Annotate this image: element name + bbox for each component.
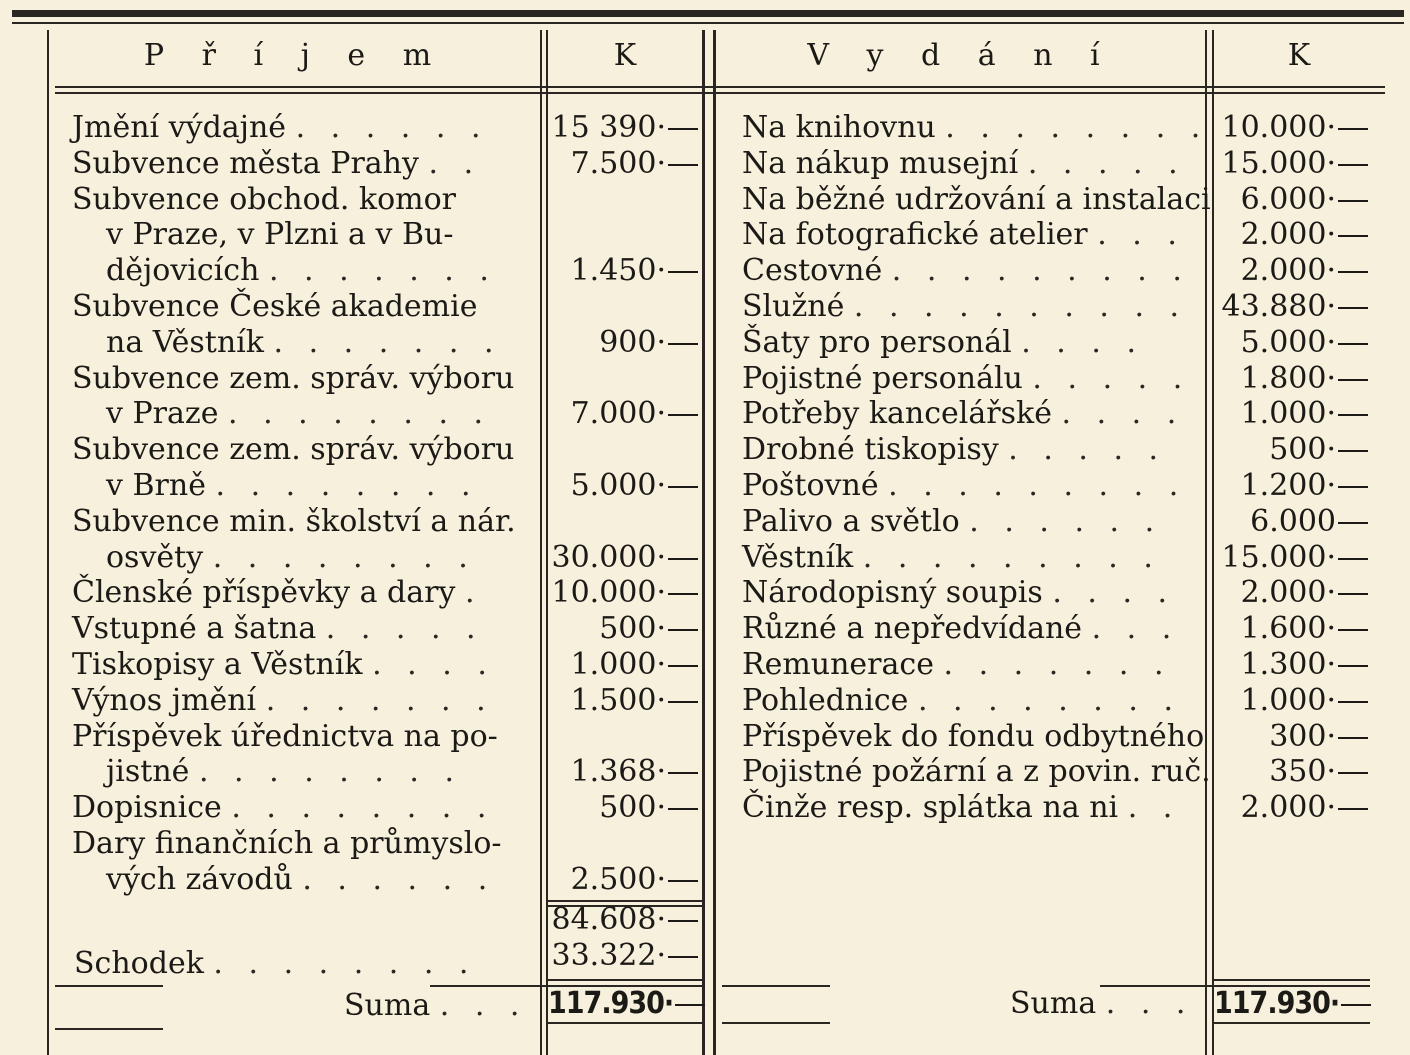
left-total-rule xyxy=(55,985,163,987)
income-row xyxy=(72,754,700,790)
expense-row xyxy=(742,361,1382,397)
income-amount: 500· xyxy=(548,790,698,826)
expense-row xyxy=(742,110,1382,146)
left-sum-top-rule xyxy=(548,979,702,981)
income-row xyxy=(72,647,700,683)
income-label: Tiskopisy a Věstník . . . . xyxy=(72,646,495,682)
income-list xyxy=(72,110,700,898)
income-row xyxy=(72,862,700,898)
expense-amount: 15.000· xyxy=(1218,146,1368,182)
income-row xyxy=(72,182,700,218)
left-bottom-rule xyxy=(55,1028,163,1030)
left-border xyxy=(47,30,49,1055)
expense-row xyxy=(742,575,1382,611)
income-label: osvěty . . . . . . . . xyxy=(106,539,476,575)
income-amount: 1.000· xyxy=(548,647,698,683)
expense-row xyxy=(742,146,1382,182)
income-row xyxy=(72,396,700,432)
income-label: jistné . . . . . . . . xyxy=(106,754,463,790)
expense-row xyxy=(742,396,1382,432)
income-label: v Brně . . . . . . . . xyxy=(106,467,479,503)
expense-label: Na běžné udržování a instalaci xyxy=(742,181,1211,217)
expense-row xyxy=(742,253,1382,289)
expense-label: Věstník . . . . . . . . . xyxy=(742,539,1161,575)
top-thin-rule xyxy=(12,22,1404,24)
expense-amount: 6.000· xyxy=(1218,182,1368,218)
income-row xyxy=(72,504,700,540)
expense-label: Potřeby kancelářské . . . . xyxy=(742,396,1185,432)
income-label: Vstupné a šatna . . . . . xyxy=(72,611,484,647)
income-label: Subvence města Prahy . . xyxy=(72,145,482,181)
income-row xyxy=(72,110,700,146)
income-label: Členské příspěvky a dary . xyxy=(72,575,483,611)
income-row xyxy=(72,217,700,253)
expense-label: Cestovné . . . . . . . . . xyxy=(742,253,1190,289)
expense-label: Palivo a světlo . . . . . . xyxy=(742,503,1163,539)
income-label: Subvence České akademie xyxy=(72,288,478,324)
expense-row xyxy=(742,683,1382,719)
expense-label: Na nákup musejní . . . . . xyxy=(742,145,1186,181)
expense-amount: 500· xyxy=(1218,432,1368,468)
left-sum-bottom-rule xyxy=(548,1022,702,1024)
expense-label: Drobné tiskopisy . . . . . xyxy=(742,432,1167,468)
income-row xyxy=(72,253,700,289)
right-sum-top-rule xyxy=(1214,979,1370,981)
expense-row xyxy=(742,647,1382,683)
right-bottom-rule xyxy=(722,1022,830,1024)
income-currency-header: K xyxy=(613,38,637,73)
expense-label: Pojistné personálu . . . . . xyxy=(742,360,1191,396)
income-row xyxy=(72,361,700,397)
income-label: Jmění výdajné . . . . . . xyxy=(72,110,489,145)
expense-amount: 1.000· xyxy=(1218,683,1368,719)
expense-row xyxy=(742,325,1382,361)
income-amount: 10.000· xyxy=(548,575,698,611)
income-amount: 7.000· xyxy=(548,396,698,432)
income-row xyxy=(72,790,700,826)
right-total-rule xyxy=(722,985,830,987)
expense-amount: 350· xyxy=(1218,754,1368,790)
income-label: Příspěvek úřednictva na po- xyxy=(72,718,498,754)
deficit-amount: 33.322· xyxy=(548,938,698,974)
income-amount: 1.500· xyxy=(548,683,698,719)
income-row xyxy=(72,826,700,862)
expense-label: Poštovné . . . . . . . . . xyxy=(742,467,1187,503)
income-amount: 30.000· xyxy=(548,540,698,576)
income-label: na Věstník . . . . . . . xyxy=(106,324,502,360)
expense-amount: 2.000· xyxy=(1218,575,1368,611)
income-label: v Praze, v Plzni a v Bu- xyxy=(106,217,454,253)
income-label: Subvence zem. správ. výboru xyxy=(72,432,515,468)
left-total-amount: 117.930· xyxy=(548,986,698,1022)
income-subtotal: 84.608· xyxy=(548,902,698,938)
expense-row xyxy=(742,289,1382,325)
income-row xyxy=(72,575,700,611)
expense-row xyxy=(742,432,1382,468)
deficit-label: Schodek . . . . . . . . xyxy=(74,946,477,981)
income-amount: 7.500· xyxy=(548,146,698,182)
expense-amount: 43.880· xyxy=(1218,289,1368,325)
expense-amount: 10.000· xyxy=(1218,110,1368,146)
expense-amount: 5.000· xyxy=(1218,325,1368,361)
expense-amount: 6.000 xyxy=(1218,504,1368,540)
center-divider-b xyxy=(713,30,716,1055)
left-total-label: Suma . . . xyxy=(344,988,528,1023)
expense-row xyxy=(742,468,1382,504)
expense-row xyxy=(742,754,1382,790)
header-rule-b xyxy=(55,92,1385,94)
center-divider-a xyxy=(702,30,705,1055)
expense-label: Remunerace . . . . . . . xyxy=(742,646,1172,682)
expense-row xyxy=(742,611,1382,647)
income-label: vých závodů . . . . . . xyxy=(106,861,496,897)
header-rule-a xyxy=(55,86,1385,88)
expense-row xyxy=(742,217,1382,253)
income-row xyxy=(72,683,700,719)
income-label: Subvence zem. správ. výboru xyxy=(72,360,515,396)
expense-amount: 1.600· xyxy=(1218,611,1368,647)
expense-header: V y d á n í xyxy=(807,38,1114,73)
right-sum-bottom-rule xyxy=(1214,1022,1370,1024)
income-amount: 1.450· xyxy=(548,253,698,289)
expense-label: Různé a nepředvídané . . . xyxy=(742,611,1180,647)
income-header: P ř í j e m xyxy=(143,38,446,73)
expense-amount: 2.000· xyxy=(1218,790,1368,826)
expense-label: Pojistné požární a z povin. ruč. xyxy=(742,754,1211,790)
right-total-amount: 117.930· xyxy=(1214,986,1370,1022)
expense-row xyxy=(742,790,1382,826)
expense-row xyxy=(742,182,1382,218)
expense-label: Na knihovnu . . . . . . . . xyxy=(742,110,1209,145)
expense-row xyxy=(742,504,1382,540)
income-amount: 900· xyxy=(548,325,698,361)
expense-amount: 1.800· xyxy=(1218,361,1368,397)
expense-label: Pohlednice . . . . . . . . xyxy=(742,682,1181,718)
income-amount: 2.500· xyxy=(548,862,698,898)
expense-amount: 300· xyxy=(1218,719,1368,755)
income-amount: 5.000· xyxy=(548,468,698,504)
income-row xyxy=(72,325,700,361)
expense-label: Národopisný soupis . . . . xyxy=(742,575,1176,611)
expense-label: Činže resp. splátka na ni . . xyxy=(742,790,1181,826)
expense-label: Šaty pro personál . . . . xyxy=(742,324,1144,360)
income-label: Dopisnice . . . . . . . . xyxy=(72,790,495,826)
expense-list xyxy=(742,110,1382,826)
income-row xyxy=(72,289,700,325)
income-label: v Praze . . . . . . . . xyxy=(106,396,492,432)
income-label: Výnos jmění . . . . . . . xyxy=(72,682,494,718)
income-amount: 1.368· xyxy=(548,754,698,790)
expense-currency-header: K xyxy=(1287,38,1311,73)
income-label: dějovicích . . . . . . . xyxy=(106,253,497,289)
income-amount: 500· xyxy=(548,611,698,647)
expense-amount: 1.300· xyxy=(1218,647,1368,683)
expense-row xyxy=(742,540,1382,576)
income-row xyxy=(72,719,700,755)
expense-amount: 2.000· xyxy=(1218,217,1368,253)
income-label: Dary finančních a průmyslo- xyxy=(72,825,502,861)
expense-amount: 2.000· xyxy=(1218,253,1368,289)
income-label: Subvence obchod. komor xyxy=(72,181,457,217)
income-row xyxy=(72,611,700,647)
top-double-rule xyxy=(12,10,1404,17)
income-row xyxy=(72,468,700,504)
income-row xyxy=(72,146,700,182)
income-row xyxy=(72,540,700,576)
expense-amount: 15.000· xyxy=(1218,540,1368,576)
income-label: Subvence min. školství a nár. xyxy=(72,503,516,539)
expense-label: Příspěvek do fondu odbytného xyxy=(742,718,1205,754)
expense-row xyxy=(742,719,1382,755)
income-amount: 15 390· xyxy=(548,110,698,146)
expense-label: Služné . . . . . . . . . . xyxy=(742,288,1188,324)
right-total-label: Suma . . . xyxy=(1010,986,1194,1021)
expense-amount: 1.000· xyxy=(1218,396,1368,432)
expense-label: Na fotografické atelier . . . xyxy=(742,217,1185,253)
income-row xyxy=(72,432,700,468)
expense-amount: 1.200· xyxy=(1218,468,1368,504)
